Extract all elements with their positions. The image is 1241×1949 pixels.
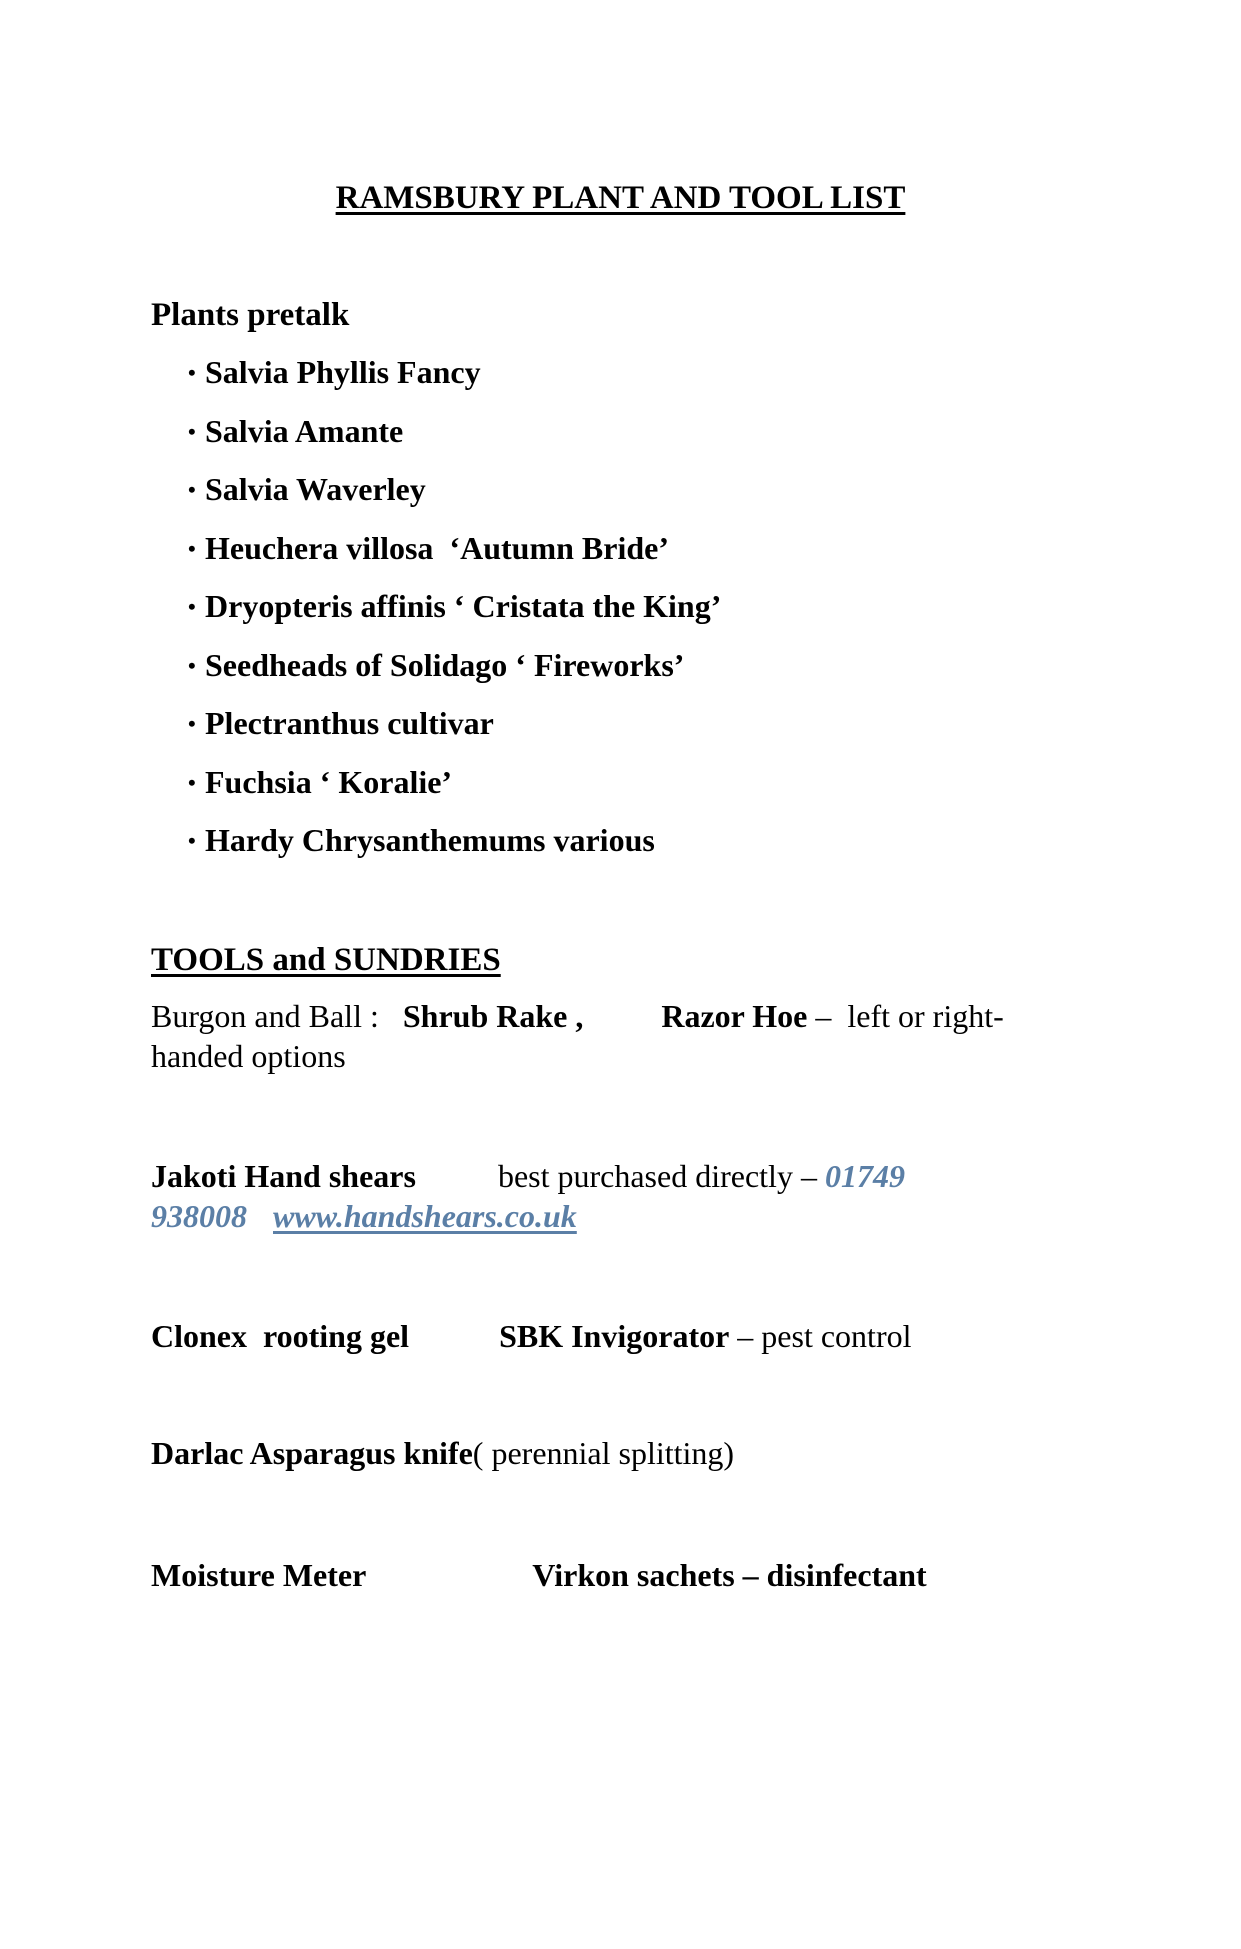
razor-hoe: Razor Hoe [661, 998, 808, 1034]
bullet-icon: • [188, 652, 196, 678]
list-item [188, 818, 721, 877]
list-item [188, 643, 721, 702]
list-item [188, 350, 721, 409]
darlac-name: Darlac Asparagus knife [151, 1435, 473, 1471]
shrub-rake: Shrub Rake , [402, 998, 584, 1034]
tools-heading: TOOLS and SUNDRIES [151, 942, 501, 978]
jakoti-name: Jakoti Hand shears [151, 1158, 416, 1194]
jakoti-note: best purchased directly – [497, 1158, 817, 1194]
bullet-icon: • [188, 828, 196, 853]
list-item [188, 584, 721, 643]
list-item [188, 409, 721, 468]
plant-name: Hardy Chrysanthemums various [205, 822, 655, 858]
website-link[interactable]: www.handshears.co.uk [273, 1198, 577, 1234]
list-item [188, 467, 721, 526]
darlac-note: ( perennial splitting) [472, 1435, 735, 1471]
plant-list [188, 350, 721, 877]
burgon-line-2: handed options [151, 1038, 346, 1074]
bullet-icon: • [188, 594, 196, 619]
darlac-line [151, 1433, 734, 1473]
bullet-icon: • [188, 535, 196, 561]
plants-heading: Plants pretalk [151, 297, 350, 333]
page-title: RAMSBURY PLANT AND TOOL LIST [335, 180, 906, 216]
bullet-icon: • [188, 418, 196, 444]
list-item [188, 526, 721, 585]
bullet-icon: • [188, 711, 196, 736]
burgon-suffix: – left or right- [815, 998, 1004, 1034]
burgon-line [151, 996, 1004, 1036]
plant-name: Seedheads of Solidago ‘ Fireworks’ [205, 646, 685, 683]
bullet-icon: • [188, 360, 196, 385]
sbk-note: – pest control [737, 1318, 912, 1354]
plant-name: Salvia Amante [205, 412, 404, 449]
plant-name: Heuchera villosa ‘Autumn Bride’ [205, 529, 669, 566]
plant-name: Salvia Waverley [205, 471, 426, 507]
moisture-meter: Moisture Meter [151, 1557, 367, 1593]
plant-name: Dryopteris affinis ‘ Cristata the King’ [205, 588, 722, 624]
virkon-sachets: Virkon sachets – disinfectant [532, 1557, 927, 1593]
sbk-name: SBK Invigorator [499, 1318, 730, 1354]
list-item [188, 701, 721, 760]
phone-number: 01749 [824, 1158, 905, 1194]
clonex-line [151, 1316, 911, 1356]
bullet-icon: • [188, 769, 196, 795]
burgon-prefix: Burgon and Ball : [151, 998, 379, 1034]
plant-name: Plectranthus cultivar [205, 705, 494, 741]
list-item [188, 760, 721, 819]
plant-name: Fuchsia ‘ Koralie’ [205, 763, 453, 800]
moisture-line [151, 1555, 927, 1595]
jakoti-line [151, 1156, 905, 1196]
plant-name: Salvia Phyllis Fancy [205, 354, 481, 390]
bullet-icon: • [188, 477, 196, 502]
phone-number-cont: 938008 [151, 1198, 247, 1234]
jakoti-line-2 [151, 1196, 577, 1236]
clonex-name: Clonex rooting gel [151, 1318, 410, 1354]
